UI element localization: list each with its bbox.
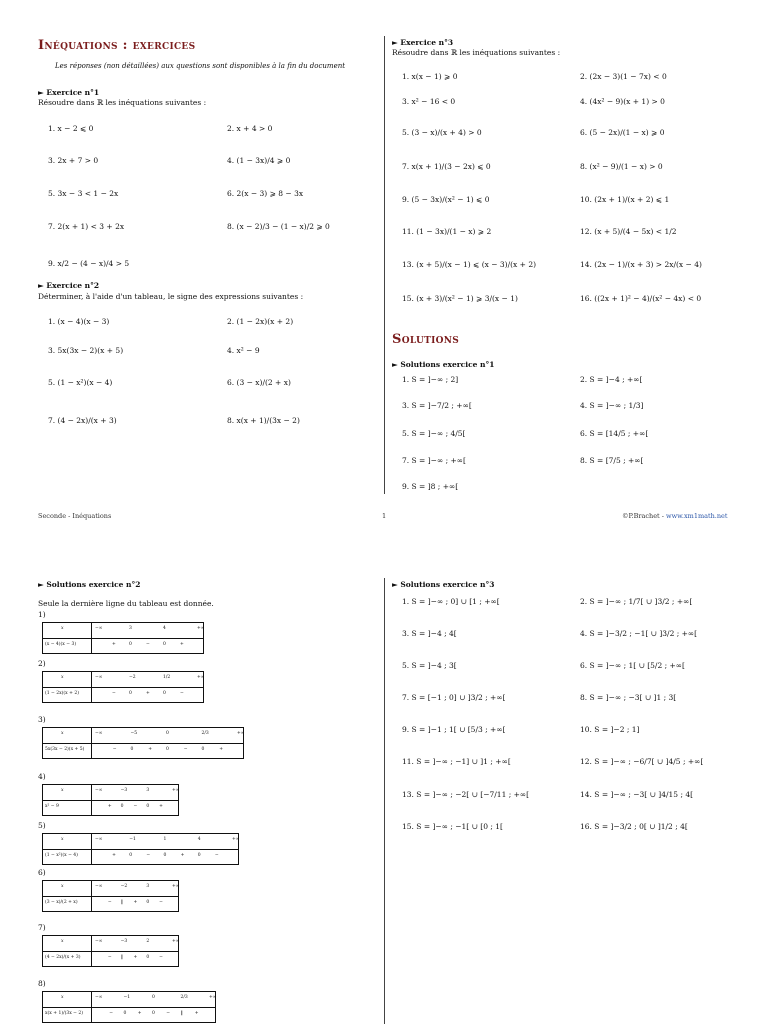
ex1-item: 8. (x − 2)/3 − (1 − x)/2 ⩾ 0 [227, 222, 330, 231]
sol3-item: 11. S = ]−∞ ; −1] ∪ ]1 ; +∞[ [402, 757, 511, 766]
table-sign: − [183, 747, 188, 752]
sol3-heading: ► Solutions exercice n°3 [392, 580, 495, 589]
table-expr-label: x² − 9 [45, 804, 59, 809]
table-sign: 0 [197, 853, 201, 858]
table-x-value: −∞ [95, 884, 103, 889]
sol3-item: 3. S = ]−4 ; 4[ [402, 629, 457, 638]
table-x-label: x [61, 788, 64, 793]
sign-table-label: 5) [38, 821, 46, 830]
sol3-item: 1. S = ]−∞ ; 0] ∪ [1 ; +∞[ [402, 597, 500, 606]
ex3-item: 10. (2x + 1)/(x + 2) ⩽ 1 [580, 195, 670, 204]
sol1-item: 7. S = ]−∞ ; +∞[ [402, 456, 466, 465]
table-sign: + [112, 642, 116, 647]
sol1-item: 6. S = [14/5 ; +∞[ [580, 429, 649, 438]
table-sign: 0 [201, 747, 205, 752]
table-x-label: x [61, 884, 64, 889]
table-sign: 0 [152, 1011, 155, 1016]
ex3-item: 9. (5 − 3x)/(x² − 1) ⩽ 0 [402, 195, 490, 204]
table-sign: − [214, 853, 219, 858]
table-sign: 0 [163, 853, 167, 858]
ex1-item: 9. x/2 − (4 − x)/4 > 5 [48, 259, 130, 268]
ex3-item: 15. (x + 3)/(x² − 1) ⩾ 3/(x − 1) [402, 294, 518, 303]
ex3-heading: ► Exercice n°3 [392, 38, 454, 47]
table-row-divider [43, 849, 238, 850]
table-sign: + [146, 691, 150, 696]
sign-table [42, 833, 239, 865]
sol2-heading: ► Solutions exercice n°2 [38, 580, 141, 589]
table-x-value: +∞ [197, 626, 205, 631]
table-x-value: +∞ [172, 939, 180, 944]
table-x-label: x [61, 731, 64, 736]
table-x-value: +∞ [172, 884, 180, 889]
table-row-divider [43, 800, 178, 801]
table-x-value: 0 [152, 995, 155, 1000]
table-sign: 0 [166, 747, 169, 752]
table-x-value: −1 [129, 837, 136, 842]
table-sign: 0 [130, 747, 134, 752]
sign-table-label: 3) [38, 715, 46, 724]
table-x-value: −∞ [95, 675, 103, 680]
ex3-item: 7. x(x + 1)/(3 − 2x) ⩽ 0 [402, 162, 491, 171]
table-x-value: +∞ [209, 995, 217, 1000]
table-sign: + [133, 900, 138, 905]
table-col-divider [91, 785, 92, 815]
table-x-label: x [61, 626, 64, 631]
table-sign: − [112, 747, 117, 752]
table-sign: 0 [163, 642, 166, 647]
sol2-intro: Seule la dernière ligne du tableau est donnée. [38, 599, 214, 608]
table-x-value: 2 [146, 939, 150, 944]
table-sign: ‖ [180, 1011, 183, 1016]
table-sign: 0 [146, 955, 150, 960]
table-x-value: 4 [197, 837, 201, 842]
sign-table-label: 8) [38, 979, 46, 988]
ex1-intro: Résoudre dans ℝ les inéquations suivantes : [38, 98, 207, 107]
ex3-item: 3. x² − 16 < 0 [402, 97, 456, 106]
table-sign: + [112, 853, 116, 858]
table-x-value: +∞ [197, 675, 205, 680]
ex2-item: 7. (4 − 2x)/(x + 3) [48, 416, 117, 425]
ex2-item: 2. (1 − 2x)(x + 2) [227, 317, 294, 326]
table-sign: + [194, 1011, 199, 1016]
table-x-value: −3 [120, 788, 128, 793]
sol3-item: 7. S = [−1 ; 0] ∪ ]3/2 ; +∞[ [402, 693, 506, 702]
ex3-intro: Résoudre dans ℝ les inéquations suivantes : [392, 48, 561, 57]
ex2-item: 1. (x − 4)(x − 3) [48, 317, 110, 326]
table-x-value: +∞ [232, 837, 240, 842]
table-sign: + [148, 747, 153, 752]
table-col-divider [91, 728, 92, 758]
table-x-value: 2/3 [180, 995, 188, 1000]
ex3-item: 16. ((2x + 1)² − 4)/(x² − 4x) < 0 [580, 294, 702, 303]
table-sign: + [219, 747, 224, 752]
ex1-item: 3. 2x + 7 > 0 [48, 156, 99, 165]
sol3-item: 4. S = ]−3/2 ; −1[ ∪ ]3/2 ; +∞[ [580, 629, 698, 638]
table-x-value: −∞ [95, 939, 103, 944]
table-x-value: −∞ [95, 788, 103, 793]
sol1-item: 3. S = ]−7/2 ; +∞[ [402, 401, 472, 410]
sol1-item: 8. S = [7/5 ; +∞[ [580, 456, 644, 465]
table-x-label: x [61, 995, 64, 1000]
table-sign: + [137, 1011, 142, 1016]
sign-table-label: 6) [38, 868, 46, 877]
table-row-divider [43, 743, 243, 744]
sol1-item: 9. S = ]8 ; +∞[ [402, 482, 459, 491]
ex1-item: 2. x + 4 > 0 [227, 124, 273, 133]
table-x-value: −1 [123, 995, 131, 1000]
ex2-item: 3. 5x(3x − 2)(x + 5) [48, 346, 124, 355]
ex2-item: 5. (1 − x²)(x − 4) [48, 378, 113, 387]
table-sign: − [146, 853, 151, 858]
ex2-item: 8. x(x + 1)/(3x − 2) [227, 416, 300, 425]
table-x-value: 0 [166, 731, 169, 736]
table-x-value: −2 [129, 675, 136, 680]
table-x-value: 3 [129, 626, 132, 631]
sol3-item: 12. S = ]−∞ ; −6/7[ ∪ ]4/5 ; +∞[ [580, 757, 704, 766]
table-row-divider [43, 1007, 215, 1008]
ex3-item: 4. (4x² − 9)(x + 1) > 0 [580, 97, 665, 106]
ex3-item: 12. (x + 5)/(4 − 5x) < 1/2 [580, 227, 677, 236]
table-col-divider [91, 936, 92, 966]
table-x-value: −5 [130, 731, 138, 736]
table-sign: 0 [129, 853, 133, 858]
table-sign: − [107, 900, 112, 905]
table-x-value: 4 [163, 626, 166, 631]
sign-table [42, 784, 179, 816]
table-sign: − [146, 642, 150, 647]
table-sign: 0 [146, 900, 150, 905]
table-col-divider [91, 834, 92, 864]
sign-table [42, 671, 204, 703]
table-x-value: 2/3 [201, 731, 209, 736]
ex3-item: 5. (3 − x)/(x + 4) > 0 [402, 128, 482, 137]
table-x-value: 1/2 [163, 675, 171, 680]
table-row-divider [43, 951, 178, 952]
sol1-item: 2. S = ]−4 ; +∞[ [580, 375, 643, 384]
sol1-item: 5. S = ]−∞ ; 4/5[ [402, 429, 466, 438]
table-x-value: −3 [120, 939, 128, 944]
table-sign: 0 [163, 691, 166, 696]
table-sign: 0 [129, 642, 132, 647]
column-divider [384, 36, 385, 494]
table-x-value: −∞ [95, 731, 103, 736]
table-sign: − [133, 804, 138, 809]
table-expr-label: (4 − 2x)/(x + 3) [45, 955, 81, 960]
ex3-item: 1. x(x − 1) ⩾ 0 [402, 72, 458, 81]
table-row-divider [43, 687, 203, 688]
ex1-item: 1. x − 2 ⩽ 0 [48, 124, 94, 133]
table-sign: + [159, 804, 163, 809]
solutions-title: Solutions [392, 332, 460, 347]
sol1-heading: ► Solutions exercice n°1 [392, 360, 495, 369]
footer-copyright: ©P.Brachet - [622, 512, 666, 520]
sol3-item: 5. S = ]−4 ; 3[ [402, 661, 457, 670]
table-x-value: −2 [120, 884, 128, 889]
column-divider-2 [384, 578, 385, 1024]
ex3-item: 2. (2x − 3)(1 − 7x) < 0 [580, 72, 667, 81]
table-sign: − [180, 691, 184, 696]
table-x-value: −∞ [95, 837, 103, 842]
table-expr-label: 5x(3x − 2)(x + 5) [45, 747, 85, 752]
sign-table-label: 4) [38, 772, 46, 781]
table-col-divider [91, 992, 92, 1022]
ex3-item: 6. (5 − 2x)/(1 − x) ⩾ 0 [580, 128, 665, 137]
sign-table [42, 622, 204, 654]
ex3-item: 11. (1 − 3x)/(1 − x) ⩾ 2 [402, 227, 492, 236]
table-col-divider [91, 623, 92, 653]
ex2-item: 6. (3 − x)/(2 + x) [227, 378, 291, 387]
table-sign: + [180, 853, 185, 858]
ex1-item: 5. 3x − 3 < 1 − 2x [48, 189, 119, 198]
table-col-divider [91, 672, 92, 702]
table-x-label: x [61, 837, 64, 842]
footer-link[interactable]: www.xm1math.net [666, 512, 728, 520]
sign-table-label: 1) [38, 610, 46, 619]
table-col-divider [91, 881, 92, 911]
table-sign: − [159, 900, 163, 905]
table-sign: ‖ [120, 955, 123, 960]
sign-table [42, 935, 179, 967]
sign-table [42, 991, 216, 1023]
table-sign: − [109, 1011, 114, 1016]
table-sign: 0 [129, 691, 132, 696]
table-sign: − [166, 1011, 171, 1016]
table-row-divider [43, 896, 178, 897]
sign-table-label: 7) [38, 923, 46, 932]
ex3-item: 14. (2x − 1)/(x + 3) > 2x/(x − 4) [580, 260, 702, 269]
ex2-heading: ► Exercice n°2 [38, 281, 100, 290]
footer-left: Seconde - Inéquations [38, 512, 112, 520]
table-expr-label: (1 − x²)(x − 4) [45, 853, 78, 858]
table-row-divider [43, 638, 203, 639]
table-sign: 0 [120, 804, 124, 809]
table-x-value: +∞ [172, 788, 180, 793]
table-expr-label: (1 − 2x)(x + 2) [45, 691, 79, 696]
ex1-item: 7. 2(x + 1) < 3 + 2x [48, 222, 125, 231]
intro-note: Les réponses (non détaillées) aux questions sont disponibles à la fin du document [55, 62, 346, 70]
sign-table [42, 727, 244, 759]
footer-right [622, 512, 728, 520]
sol3-item: 10. S = ]−2 ; 1] [580, 725, 640, 734]
table-x-value: 3 [146, 788, 150, 793]
table-sign: ‖ [120, 900, 123, 905]
ex2-intro: Déterminer, à l'aide d'un tableau, le signe des expressions suivantes : [38, 292, 304, 301]
table-expr-label: (x − 4)(x − 3) [45, 642, 77, 647]
table-expr-label: x(x + 1)/(3x − 2) [45, 1011, 84, 1016]
sol3-item: 14. S = ]−∞ ; −3[ ∪ ]4/15 ; 4[ [580, 790, 694, 799]
table-sign: 0 [146, 804, 150, 809]
table-x-value: −∞ [95, 626, 103, 631]
page-title: Inéquations : exercices [38, 38, 196, 53]
table-sign: + [107, 804, 112, 809]
sol3-item: 2. S = ]−∞ ; 1/7[ ∪ ]3/2 ; +∞[ [580, 597, 693, 606]
table-x-value: 1 [163, 837, 167, 842]
sol3-item: 6. S = ]−∞ ; 1[ ∪ [5/2 ; +∞[ [580, 661, 685, 670]
table-sign: − [159, 955, 163, 960]
ex1-item: 4. (1 − 3x)/4 ⩾ 0 [227, 156, 291, 165]
table-x-value: +∞ [237, 731, 245, 736]
sign-table-label: 2) [38, 659, 46, 668]
sol3-item: 15. S = ]−∞ ; −1[ ∪ [0 ; 1[ [402, 822, 503, 831]
ex3-item: 8. (x² − 9)/(1 − x) > 0 [580, 162, 663, 171]
footer-page-number: 1 [382, 512, 387, 520]
table-sign: + [133, 955, 138, 960]
table-sign: + [180, 642, 184, 647]
ex3-item: 13. (x + 5)/(x − 1) ⩽ (x − 3)/(x + 2) [402, 260, 537, 269]
sol3-item: 9. S = ]−1 ; 1[ ∪ [5/3 ; +∞[ [402, 725, 506, 734]
sol1-item: 4. S = ]−∞ ; 1/3] [580, 401, 644, 410]
table-x-value: 3 [146, 884, 150, 889]
table-x-label: x [61, 939, 64, 944]
table-sign: − [107, 955, 112, 960]
ex2-item: 4. x² − 9 [227, 346, 260, 355]
ex1-item: 6. 2(x − 3) ⩾ 8 − 3x [227, 189, 304, 198]
sol3-item: 16. S = ]−3/2 ; 0[ ∪ ]1/2 ; 4[ [580, 822, 688, 831]
table-x-label: x [61, 675, 64, 680]
sol3-item: 8. S = ]−∞ ; −3[ ∪ ]1 ; 3[ [580, 693, 677, 702]
table-sign: 0 [123, 1011, 127, 1016]
table-x-value: −∞ [95, 995, 103, 1000]
ex1-heading: ► Exercice n°1 [38, 88, 100, 97]
sol3-item: 13. S = ]−∞ ; −2[ ∪ [−7/11 ; +∞[ [402, 790, 530, 799]
sol1-item: 1. S = ]−∞ ; 2] [402, 375, 459, 384]
table-sign: − [112, 691, 116, 696]
sign-table [42, 880, 179, 912]
table-expr-label: (3 − x)/(2 + x) [45, 900, 78, 905]
